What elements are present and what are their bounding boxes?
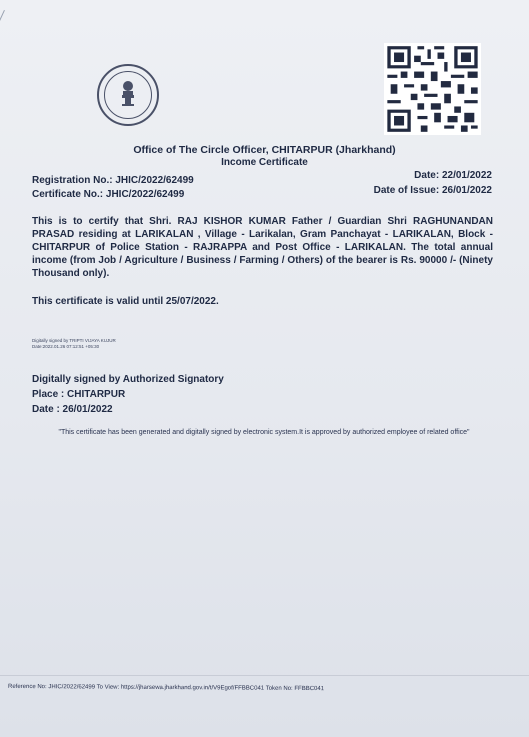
qr-code-icon (384, 43, 481, 135)
lion-capital-icon (121, 80, 135, 108)
digital-signature-date: Date:2022.01.26 07:12:51 +05:30 (32, 343, 100, 349)
application-date: Date: 22/01/2022 (414, 170, 492, 181)
digital-signature-name: Digitally signed by TRIPTI VIJAYA KUJUR (32, 338, 116, 343)
certificate-number: Certificate No.: JHIC/2022/62499 (32, 189, 185, 200)
paper-crease (0, 10, 5, 74)
office-heading: Office of The Circle Officer, CHITARPUR (Jharkhand) (133, 144, 396, 156)
digital-signature-stamp (32, 338, 116, 349)
reference-footer: Reference No: JHIC/2022/62499 To View: https://jharsewa.jharkhand.gov.in/t/V9Egof/FFBBC041 Token No: FFBBC041 (7, 683, 325, 693)
certificate-title: Income Certificate (221, 157, 308, 168)
registration-number: Registration No.: JHIC/2022/62499 (32, 175, 194, 186)
signatory-place: Place : CHITARPUR (32, 389, 126, 400)
electronic-generation-note: "This certificate has been generated and digitally signed by electronic system.It is approved by authorized employee of related office" (58, 429, 470, 436)
signatory-date: Date : 26/01/2022 (32, 404, 113, 415)
qr-code (384, 43, 481, 135)
signatory-line: Digitally signed by Authorized Signatory (32, 374, 224, 385)
validity-statement: This certificate is valid until 25/07/2022. (32, 296, 219, 307)
certification-statement: This is to certify that Shri. RAJ KISHOR KUMAR Father / Guardian Shri RAGHUNANDAN PRASAD residing at LARIKALAN , Village - Larikalan, Gram Panchayat - LARIKALAN, Block - CHITARPUR of Police Station - RAJRAPPA and Post Office - LARIKALAN. The total annual income (from Job / Agriculture / Business / Farming / Others) of the bearer is Rs. 90000 /- (Ninety Thousand only). (32, 216, 493, 279)
date-of-issue: Date of Issue: 26/01/2022 (373, 185, 492, 196)
government-emblem-seal (97, 64, 159, 126)
footer-divider (0, 675, 529, 676)
